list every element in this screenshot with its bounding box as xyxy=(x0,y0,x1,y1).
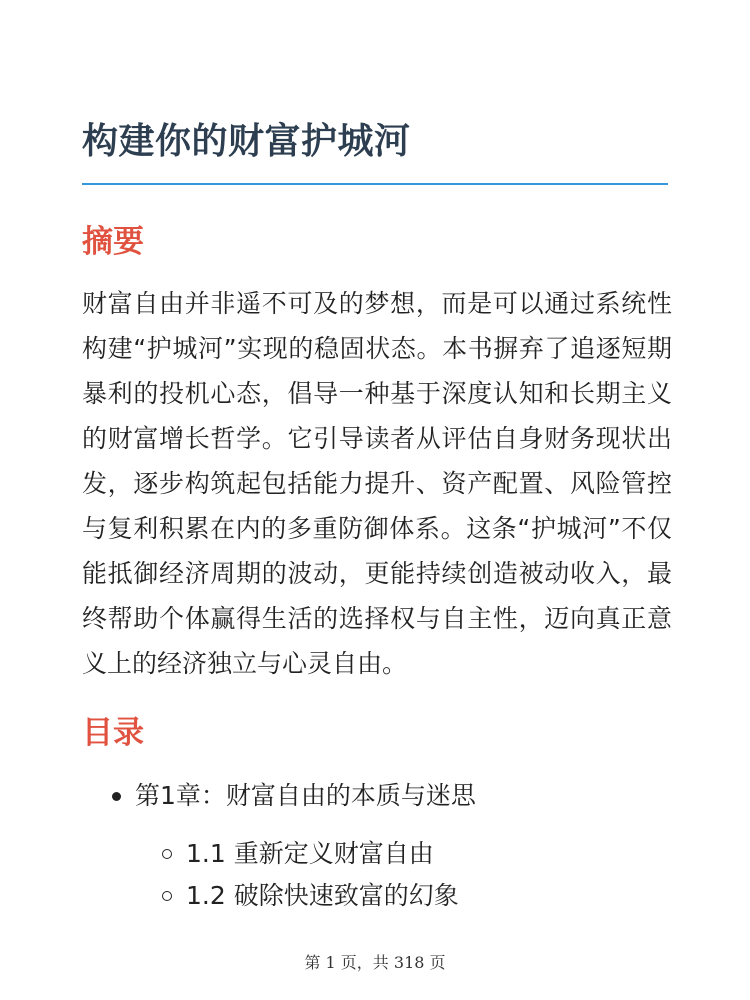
page-title: 构建你的财富护城河 xyxy=(82,121,411,162)
bullet-disc-icon xyxy=(112,792,121,801)
bullet-circle-icon xyxy=(162,849,172,859)
toc-section-1-1[interactable] xyxy=(162,834,434,874)
summary-heading: 摘要 xyxy=(82,224,144,260)
bullet-circle-icon xyxy=(162,891,172,901)
title-divider xyxy=(82,183,668,185)
summary-paragraph: 财富自由并非遥不可及的梦想，而是可以通过系统性构建“护城河”实现的稳固状态。本书摒弃了追逐短期暴利的投机心态，倡导一种基于深度认知和长期主义的财富增长哲学。它引导读者从评估自身财务现状出发，逐步构筑起包括能力提升、资产配置、风险管控与复利积累在内的多重防御体系。这条“护城河”不仅能抵御经济周期的波动，更能持续创造被动收入，最终帮助个体赢得生活的选择权与自主性，迈向真正意义上的经济独立与心灵自由。 xyxy=(82,289,672,678)
toc-heading: 目录 xyxy=(82,715,144,751)
page-number-footer: 第 1 页，共 318 页 xyxy=(304,953,446,972)
toc-chapter-1[interactable] xyxy=(112,776,476,816)
toc-section-label: 1.1 重新定义财富自由 xyxy=(186,839,434,868)
toc-section-label: 1.2 破除快速致富的幻象 xyxy=(186,881,459,910)
toc-chapter-label: 第1章：财富自由的本质与迷思 xyxy=(135,781,476,810)
toc-section-1-2[interactable] xyxy=(162,876,459,916)
